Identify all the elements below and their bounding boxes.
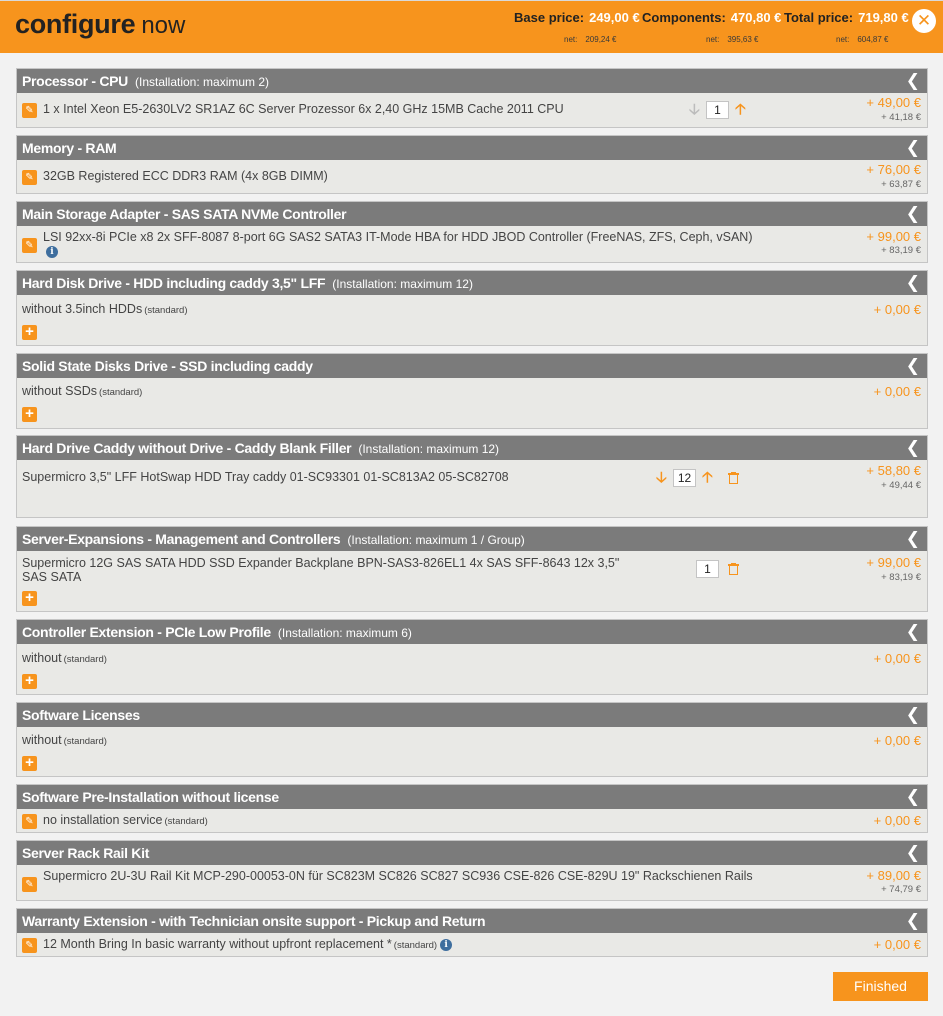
add-icon[interactable]: + xyxy=(22,325,37,340)
finished-button[interactable]: Finished xyxy=(833,972,928,1001)
item-price: + 49,00 € xyxy=(866,95,921,110)
chevron-left-icon[interactable]: ❮ xyxy=(905,273,920,292)
edit-icon[interactable]: ✎ xyxy=(22,170,37,185)
selected-item: ✎ 1 x Intel Xeon E5-2630LV2 SR1AZ 6C Server Prozessor 6x 2,40 GHz 15MB Cache 2011 CPU xyxy=(22,102,682,116)
section-rail-kit xyxy=(16,840,928,901)
edit-icon[interactable]: ✎ xyxy=(22,238,37,253)
selected-item: without 3.5inch HDDs (standard) xyxy=(22,302,188,316)
info-icon[interactable]: i xyxy=(440,939,452,951)
item-price: + 99,00 € xyxy=(866,229,921,244)
logo: configure now xyxy=(15,9,186,39)
arrow-up-icon[interactable]: 🡡 xyxy=(702,469,713,486)
item-price-net: + 83,19 € xyxy=(881,572,921,583)
item-price: + 0,00 € xyxy=(873,302,921,317)
edit-icon[interactable]: ✎ xyxy=(22,938,37,953)
total-price-net: net: 604,87 € xyxy=(836,35,889,44)
section-caddy xyxy=(16,435,928,518)
chevron-left-icon[interactable]: ❮ xyxy=(905,787,920,806)
item-price: + 0,00 € xyxy=(873,651,921,666)
section-header[interactable]: Software Licenses ❮ xyxy=(17,703,927,727)
edit-icon[interactable]: ✎ xyxy=(22,877,37,892)
base-price-net: net: 209,24 € xyxy=(564,35,617,44)
section-header[interactable]: Controller Extension - PCIe Low Profile (Installation: maximum 6) ❮ xyxy=(17,620,927,644)
section-server-expansions xyxy=(16,526,928,612)
chevron-left-icon[interactable]: ❮ xyxy=(905,529,920,548)
item-price: + 0,00 € xyxy=(873,813,921,828)
components-price-net: net: 395,63 € xyxy=(706,35,759,44)
selected-item: without (standard) xyxy=(22,733,107,747)
total-price: Total price: 719,80 € xyxy=(784,10,909,25)
chevron-left-icon[interactable]: ❮ xyxy=(905,911,920,930)
item-price-net: + 83,19 € xyxy=(881,245,921,256)
trash-icon[interactable] xyxy=(728,563,739,575)
item-price: + 89,00 € xyxy=(866,868,921,883)
selected-item: Supermicro 12G SAS SATA HDD SSD Expander Backplane BPN-SAS3-826EL1 4x SAS SFF-8643 12x 3,5" SAS SATA xyxy=(22,556,620,584)
section-header[interactable]: Main Storage Adapter - SAS SATA NVMe Controller ❮ xyxy=(17,202,927,226)
section-header[interactable]: Hard Drive Caddy without Drive - Caddy Blank Filler (Installation: maximum 12) ❮ xyxy=(17,436,927,460)
section-header[interactable]: Hard Disk Drive - HDD including caddy 3,5" LFF (Installation: maximum 12) ❮ xyxy=(17,271,927,295)
selected-item: without SSDs (standard) xyxy=(22,384,143,398)
chevron-left-icon[interactable]: ❮ xyxy=(905,622,920,641)
quantity-input[interactable]: 12 xyxy=(673,469,696,487)
quantity-input[interactable]: 1 xyxy=(696,560,719,578)
chevron-left-icon[interactable]: ❮ xyxy=(905,438,920,457)
section-storage-adapter xyxy=(16,201,928,263)
section-warranty xyxy=(16,908,928,957)
section-header[interactable]: Warranty Extension - with Technician onsite support - Pickup and Return ❮ xyxy=(17,909,927,933)
section-header[interactable]: Server Rack Rail Kit ❮ xyxy=(17,841,927,865)
quantity-input[interactable]: 1 xyxy=(706,101,729,119)
section-header[interactable]: Memory - RAM ❮ xyxy=(17,136,927,160)
section-header[interactable]: Server-Expansions - Management and Controllers (Installation: maximum 1 / Group) ❮ xyxy=(17,527,927,551)
chevron-left-icon[interactable]: ❮ xyxy=(905,204,920,223)
section-software-preinstallation xyxy=(16,784,928,833)
section-hdd xyxy=(16,270,928,346)
base-price: Base price: 249,00 € xyxy=(514,10,640,25)
info-icon[interactable]: i xyxy=(46,246,58,258)
section-ssd xyxy=(16,353,928,429)
item-price: + 99,00 € xyxy=(866,555,921,570)
selected-item: ✎ no installation service (standard) xyxy=(22,813,208,829)
selected-item: ✎ LSI 92xx-8i PCIe x8 2x SFF-8087 8-port 6G SAS2 SATA3 IT-Mode HBA for HDD JBOD Controller (FreeNAS, ZFS, Ceph, vSAN)i xyxy=(22,230,757,258)
chevron-left-icon[interactable]: ❮ xyxy=(905,138,920,157)
selected-item: ✎ Supermicro 2U-3U Rail Kit MCP-290-00053-0N für SC823M SC826 SC827 SC936 CSE-826 CSE-829U 19" Rackschienen Rails xyxy=(22,869,762,883)
arrow-up-icon[interactable]: 🡡 xyxy=(735,101,746,118)
section-software-licenses xyxy=(16,702,928,777)
section-header[interactable]: Processor - CPU (Installation: maximum 2) ❮ xyxy=(17,69,927,93)
section-header[interactable]: Software Pre-Installation without license ❮ xyxy=(17,785,927,809)
add-icon[interactable]: + xyxy=(22,407,37,422)
chevron-left-icon[interactable]: ❮ xyxy=(905,705,920,724)
item-price-net: + 41,18 € xyxy=(881,112,921,123)
edit-icon[interactable]: ✎ xyxy=(22,814,37,829)
item-price: + 58,80 € xyxy=(866,463,921,478)
item-price: + 0,00 € xyxy=(873,937,921,952)
add-icon[interactable]: + xyxy=(22,674,37,689)
trash-icon[interactable] xyxy=(728,472,739,484)
selected-item: ✎ 12 Month Bring In basic warranty without upfront replacement * (standard) i xyxy=(22,937,452,953)
chevron-left-icon[interactable]: ❮ xyxy=(905,843,920,862)
close-icon[interactable]: ✕ xyxy=(912,9,936,33)
selected-item: Supermicro 3,5" LFF HotSwap HDD Tray caddy 01-SC93301 01-SC813A2 05-SC82708 xyxy=(22,470,509,484)
item-price-net: + 63,87 € xyxy=(881,179,921,190)
arrow-down-icon[interactable]: 🡣 xyxy=(689,101,700,118)
item-price-net: + 74,79 € xyxy=(881,884,921,895)
section-cpu xyxy=(16,68,928,128)
section-header[interactable]: Solid State Disks Drive - SSD including caddy ❮ xyxy=(17,354,927,378)
selected-item: without (standard) xyxy=(22,651,107,665)
chevron-left-icon[interactable]: ❮ xyxy=(905,356,920,375)
item-price: + 0,00 € xyxy=(873,384,921,399)
add-icon[interactable]: + xyxy=(22,591,37,606)
add-icon[interactable]: + xyxy=(22,756,37,771)
section-ram xyxy=(16,135,928,194)
section-pcie xyxy=(16,619,928,695)
components-price: Components: 470,80 € xyxy=(642,10,782,25)
item-price-net: + 49,44 € xyxy=(881,480,921,491)
chevron-left-icon[interactable]: ❮ xyxy=(905,71,920,90)
arrow-down-icon[interactable]: 🡣 xyxy=(656,469,667,486)
item-price: + 76,00 € xyxy=(866,162,921,177)
selected-item: ✎ 32GB Registered ECC DDR3 RAM (4x 8GB DIMM) xyxy=(22,169,682,183)
configurator-header xyxy=(0,0,943,53)
item-price: + 0,00 € xyxy=(873,733,921,748)
edit-icon[interactable]: ✎ xyxy=(22,103,37,118)
